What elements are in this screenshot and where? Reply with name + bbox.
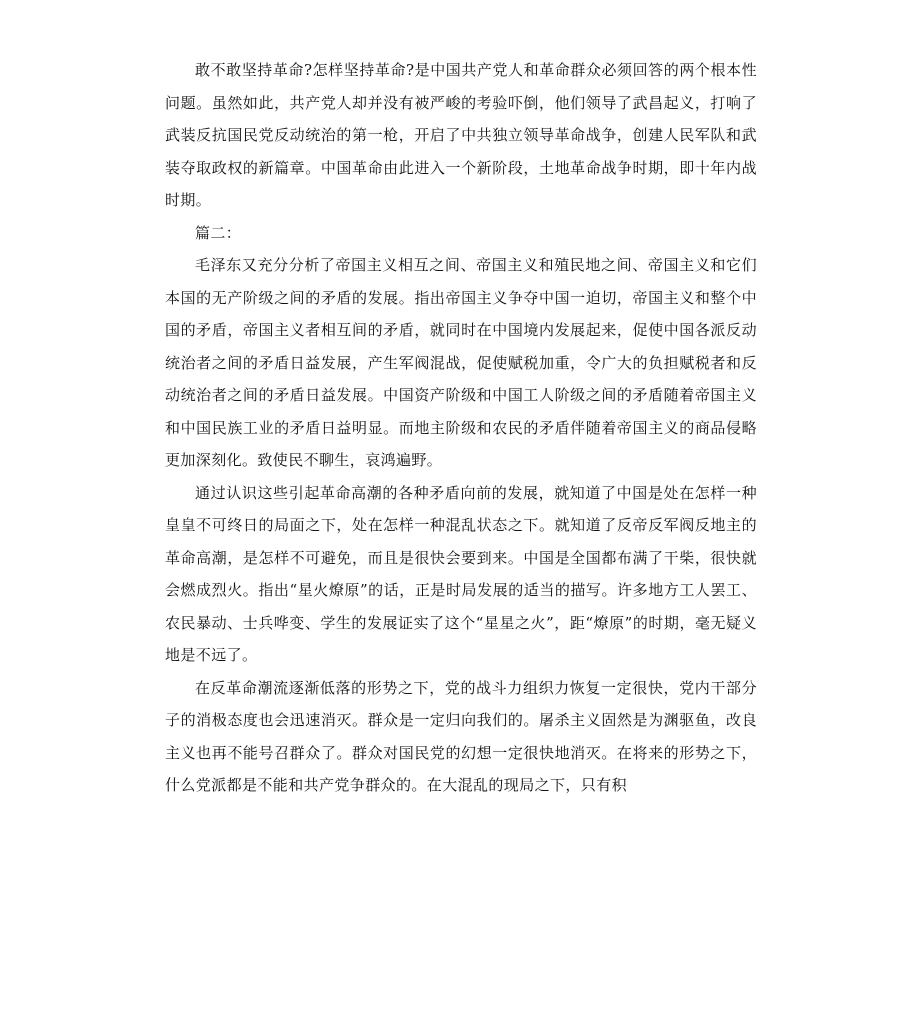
section-heading: 篇二：: [195, 223, 242, 242]
paragraph-contradictions: 毛泽东又充分分析了帝国主义相互之间、帝国主义和殖民地之间、帝国主义和它们本国的无产阶级之间的矛盾的发展。指出帝国主义争夺中国一迫切，帝国主义和整个中国的矛盾，帝国主义者相互间的矛盾，就同时在中国境内发展起来，促使中国各派反动统治者之间的矛盾日益发展，产生军阀混战，促使赋税加重，令广大的负担赋税者和反动统治者之间的矛盾日益发展。中国资产阶级和中国工人阶级之间的矛盾随着帝国主义和中国民族工业的矛盾日益明显。而地主阶级和农民的矛盾伴随着帝国主义的商品侵略更加深刻化。致使民不聊生，哀鸿遍野。: [165, 256, 757, 469]
document-body: [165, 54, 757, 802]
paragraph-revolution-tide: 通过认识这些引起革命高潮的各种矛盾向前的发展，就知道了中国是处在怎样一种皇皇不可终日的局面之下，处在怎样一种混乱状态之下。就知道了反帝反军阀反地主的革命高潮，是怎样不可避免，而且是很快会要到来。中国是全国都布满了干柴，很快就会燃成烈火。指出“星火燎原”的话，正是时局发展的适当的描写。许多地方工人罢工、农民暴动、士兵哗变、学生的发展证实了这个“星星之火”，距“燎原”的时期，毫无疑义地是不远了。: [165, 483, 757, 664]
paragraph-intro: 敢不敢坚持革命?怎样坚持革命?是中国共产党人和革命群众必须回答的两个根本性问题。虽然如此，共产党人却并没有被严峻的考验吓倒，他们领导了武昌起义，打响了武装反抗国民党反动统治的第一枪，开启了中共独立领导革命战争，创建人民军队和武装夺取政权的新篇章。中国革命由此进入一个新阶段，土地革命战争时期，即十年内战时期。: [165, 61, 757, 209]
paragraph-counter-revolution: 在反革命潮流逐渐低落的形势之下，党的战斗力组织力恢复一定很快，党内干部分子的消极态度也会迅速消灭。群众是一定归向我们的。屠杀主义固然是为渊驱鱼，改良主义也再不能号召群众了。群众对国民党的幻想一定很快地消灭。在将来的形势之下，什么党派都是不能和共产党争群众的。在大混乱的现局之下，只有积: [165, 678, 757, 794]
